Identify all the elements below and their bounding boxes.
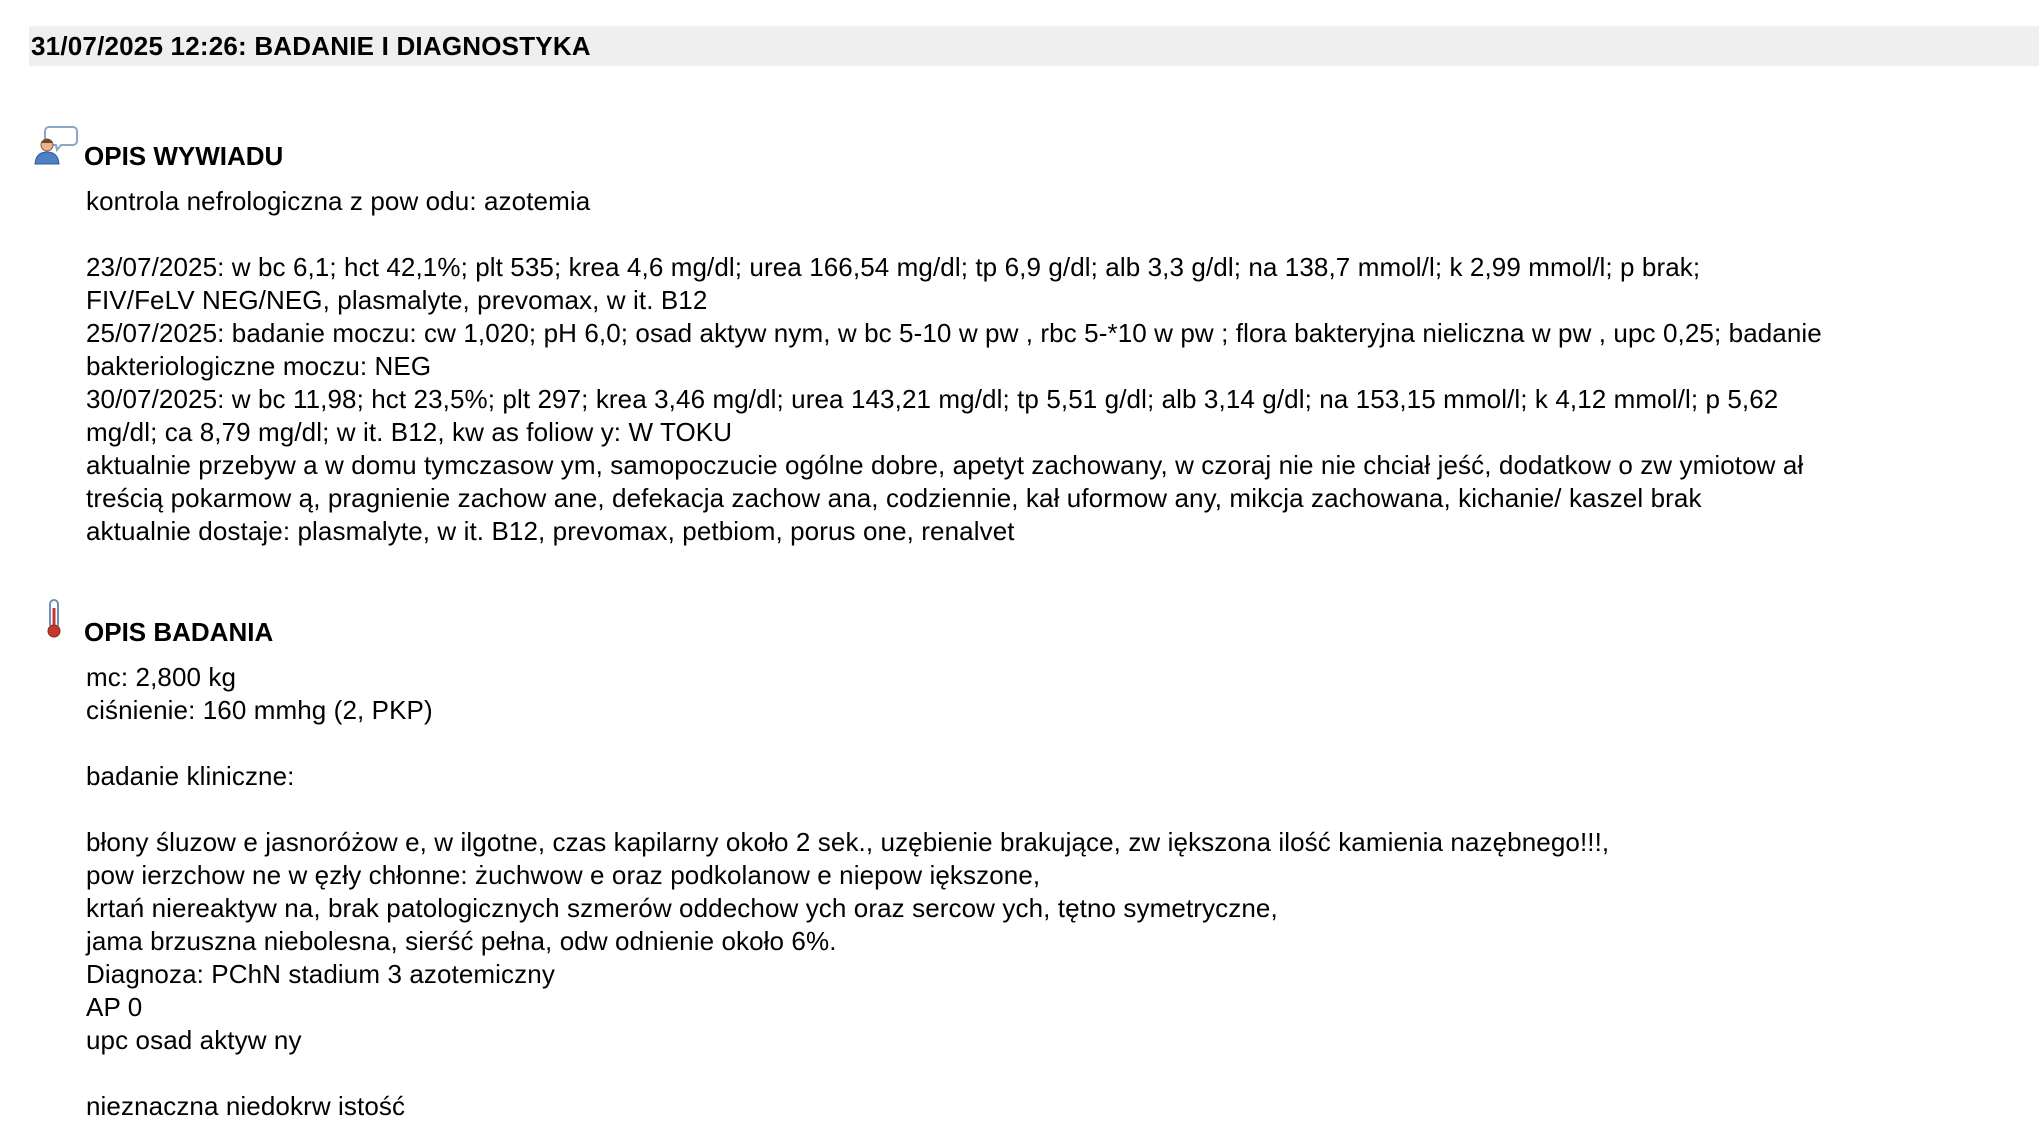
text-line: upc osad aktyw ny bbox=[86, 1025, 302, 1055]
text-line: 25/07/2025: badanie moczu: cw 1,020; pH 6,0; osad aktyw nym, w bc 5-10 w pw , rbc 5-*10 w pw ; flora bakteryjna nieliczna w pw , upc 0,25; badanie bbox=[86, 318, 1822, 348]
text-line: ciśnienie: 160 mmhg (2, PKP) bbox=[86, 695, 433, 725]
text-line: jama brzuszna niebolesna, sierść pełna, odw odnienie około 6%. bbox=[86, 926, 837, 956]
text-line bbox=[86, 1057, 2016, 1090]
text-line: mg/dl; ca 8,79 mg/dl; w it. B12, kw as foliow y: W TOKU bbox=[86, 417, 733, 447]
section-title-examination: OPIS BADANIA bbox=[84, 617, 274, 647]
text-line: 30/07/2025: w bc 11,98; hct 23,5%; plt 297; krea 3,46 mg/dl; urea 143,21 mg/dl; tp 5,51 g/dl; alb 3,14 g/dl; na 153,15 mmol/l; k 4,12 mmol/l; p 5,62 bbox=[86, 384, 1779, 414]
text-line: nieznaczna niedokrw istość bbox=[86, 1091, 406, 1121]
text-line bbox=[86, 727, 2016, 760]
section-body-examination bbox=[86, 661, 2016, 1123]
text-line: AP 0 bbox=[86, 992, 143, 1022]
text-line: krtań niereaktyw na, brak patologicznych szmerów oddechow ych oraz sercow ych, tętno symetryczne, bbox=[86, 893, 1278, 923]
section-body-interview bbox=[86, 185, 2016, 548]
section-title-interview: OPIS WYWIADU bbox=[84, 141, 284, 171]
text-line: 23/07/2025: w bc 6,1; hct 42,1%; plt 535; krea 4,6 mg/dl; urea 166,54 mg/dl; tp 6,9 g/dl; alb 3,3 g/dl; na 138,7 mmol/l; k 2,99 mmol/l; p brak; bbox=[86, 252, 1701, 282]
interview-icon bbox=[33, 124, 79, 166]
thermometer-icon bbox=[44, 598, 64, 640]
visit-header-bar bbox=[29, 26, 2039, 66]
text-line: badanie kliniczne: bbox=[86, 761, 295, 791]
text-line: błony śluzow e jasnoróżow e, w ilgotne, czas kapilarny około 2 sek., uzębienie brakujące, zw iększona ilość kamienia nazębnego!!!, bbox=[86, 827, 1610, 857]
text-line: Diagnoza: PChN stadium 3 azotemiczny bbox=[86, 959, 555, 989]
text-line: FIV/FeLV NEG/NEG, plasmalyte, prevomax, w it. B12 bbox=[86, 285, 708, 315]
visit-header-title: 31/07/2025 12:26: BADANIE I DIAGNOSTYKA bbox=[31, 31, 591, 61]
text-line: aktualnie dostaje: plasmalyte, w it. B12, prevomax, petbiom, porus one, renalvet bbox=[86, 516, 1015, 546]
text-line: mc: 2,800 kg bbox=[86, 662, 237, 692]
text-line: pow ierzchow ne w ęzły chłonne: żuchwow e oraz podkolanow e niepow iększone, bbox=[86, 860, 1041, 890]
text-line bbox=[86, 793, 2016, 826]
text-line: bakteriologiczne moczu: NEG bbox=[86, 351, 432, 381]
text-line: aktualnie przebyw a w domu tymczasow ym, samopoczucie ogólne dobre, apetyt zachowany, w czoraj nie nie chciał jeść, dodatkow o zw ymiotow ał bbox=[86, 450, 1804, 480]
text-line bbox=[86, 218, 2016, 251]
text-line: treścią pokarmow ą, pragnienie zachow ane, defekacja zachow ana, codziennie, kał uformow any, mikcja zachowana, kichanie/ kaszel brak bbox=[86, 483, 1702, 513]
text-line: kontrola nefrologiczna z pow odu: azotemia bbox=[86, 186, 591, 216]
